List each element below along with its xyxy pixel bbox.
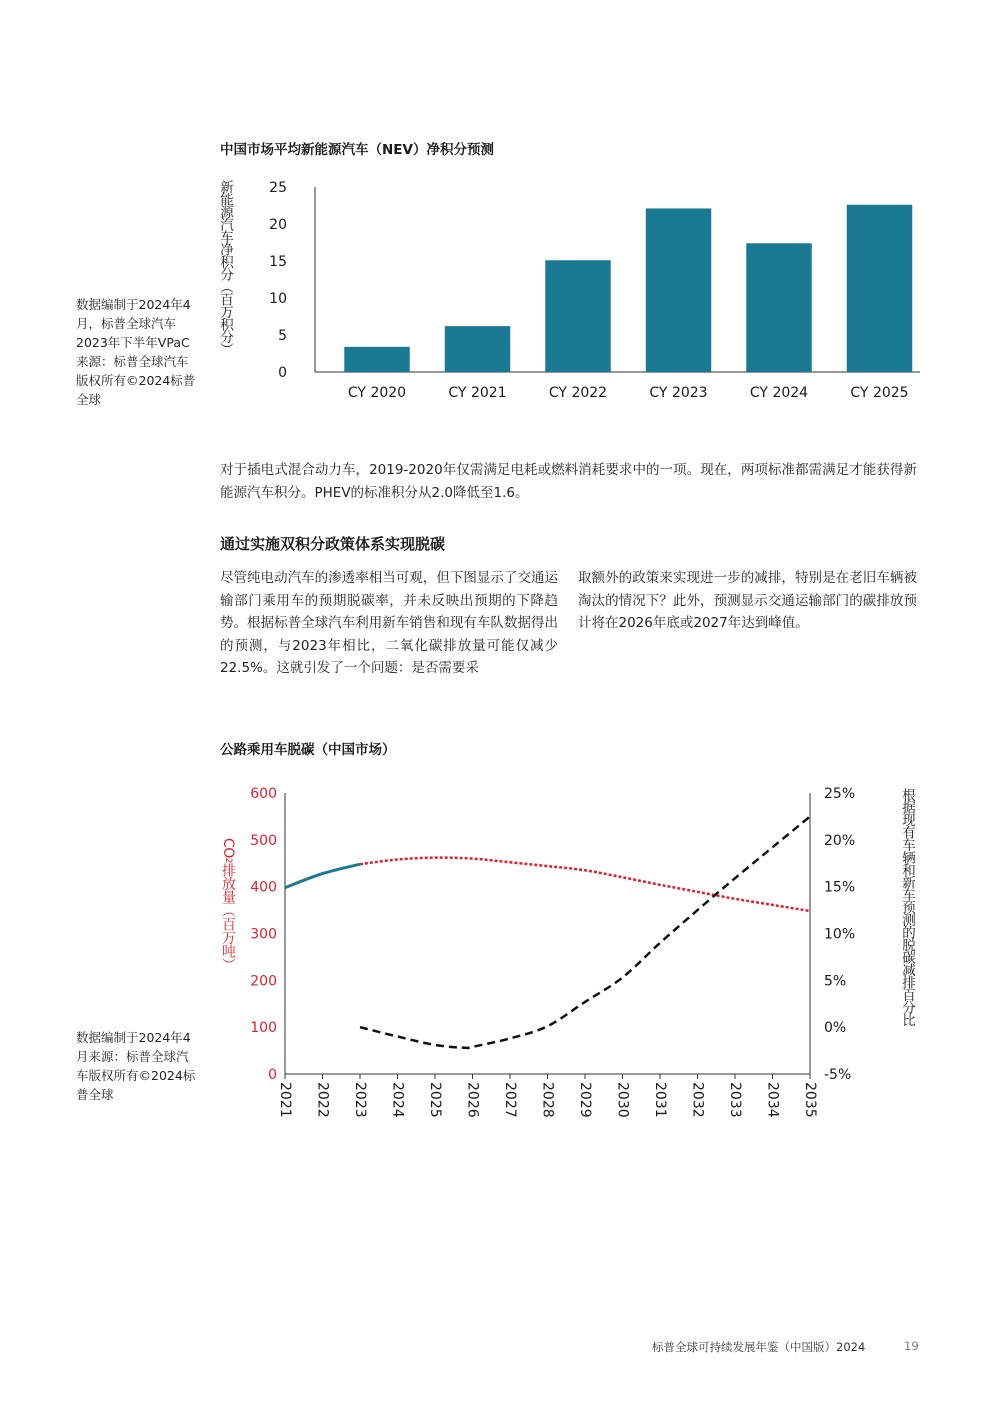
chart2-line-chart xyxy=(240,780,880,1130)
chart2-left-axis-label xyxy=(219,838,237,971)
decarbonization-percent-line xyxy=(360,816,810,1048)
chart1-bar-chart xyxy=(250,175,930,410)
co2-label-rest: 排放量（百万吨） xyxy=(220,863,236,972)
left-tick-label: 400 xyxy=(250,879,277,896)
chart2-source-note: 数据编制于2024年4月来源：标普全球汽车版权所有©2024标普全球 xyxy=(76,1030,196,1102)
bar-cy-2025 xyxy=(847,205,912,372)
right-tick-label: 0% xyxy=(824,1020,847,1037)
x-tick-label: CY 2025 xyxy=(850,385,909,401)
right-tick-label: 20% xyxy=(824,832,856,849)
y-tick-label: 10 xyxy=(269,291,287,307)
x-tick-label: 2021 xyxy=(277,1082,293,1118)
left-tick-label: 600 xyxy=(250,786,277,802)
chart1-title: 中国市场平均新能源汽车（NEV）净积分预测 xyxy=(220,142,494,158)
x-tick-label: 2023 xyxy=(352,1082,368,1118)
page-number: 19 xyxy=(904,1339,919,1353)
emissions-history-line xyxy=(285,864,360,887)
x-tick-label: CY 2022 xyxy=(548,385,608,401)
chart2-title: 公路乘用车脱碳（中国市场） xyxy=(220,742,396,758)
right-tick-label: 5% xyxy=(824,973,847,990)
x-tick-label: 2035 xyxy=(802,1082,818,1118)
left-tick-label: 0 xyxy=(268,1067,277,1083)
paragraph-phev: 对于插电式混合动力车，2019-2020年仅需满足电耗或燃料消耗要求中的一项。现在，两项标准都需满足才能获得新能源汽车积分。PHEV的标准积分从2.0降低至1.6。 xyxy=(220,462,917,501)
bar-cy-2020 xyxy=(344,347,409,372)
x-tick-label: 2024 xyxy=(389,1082,406,1118)
y-tick-label: 5 xyxy=(278,328,287,344)
section-title: 通过实施双积分政策体系实现脱碳 xyxy=(220,535,446,553)
co2-prefix: CO xyxy=(220,838,236,858)
right-tick-label: 25% xyxy=(824,786,856,802)
bar-cy-2024 xyxy=(746,243,811,372)
emissions-forecast-line xyxy=(360,858,810,911)
x-tick-label: 2031 xyxy=(652,1082,668,1118)
left-tick-label: 500 xyxy=(250,832,277,849)
x-tick-label: 2030 xyxy=(614,1082,631,1118)
x-tick-label: 2032 xyxy=(689,1082,706,1118)
y-tick-label: 0 xyxy=(278,365,287,381)
x-tick-label: CY 2023 xyxy=(649,385,708,401)
x-tick-label: 2027 xyxy=(502,1082,518,1118)
x-tick-label: 2033 xyxy=(727,1082,743,1118)
x-tick-label: 2028 xyxy=(539,1082,556,1118)
x-tick-label: 2026 xyxy=(464,1082,481,1118)
bar-cy-2022 xyxy=(545,260,610,372)
bar-cy-2021 xyxy=(445,326,510,372)
left-tick-label: 200 xyxy=(250,973,277,990)
left-tick-label: 300 xyxy=(250,926,277,943)
x-tick-label: CY 2021 xyxy=(448,385,507,401)
bar-cy-2023 xyxy=(646,208,711,372)
paragraph-left-column: 尽管纯电动汽车的渗透率相当可观，但下图显示了交通运输部门乘用车的预期脱碳率，并未反映出预期的下降趋势。根据标普全球汽车利用新车销售和现有车队数据得出的预测，与2023年相比，二氧化碳排放量可能仅减少22.5%。这就引发了一个问题：是否需要采 xyxy=(220,570,558,676)
x-tick-label: 2034 xyxy=(764,1082,781,1118)
y-tick-label: 20 xyxy=(269,217,287,233)
chart1-source-note: 数据编制于2024年4月，标普全球汽车2023年下半年VPaC来源：标普全球汽车版权所有©2024标普全球 xyxy=(76,297,196,407)
y-tick-label: 15 xyxy=(269,254,287,270)
x-tick-label: CY 2020 xyxy=(347,385,407,401)
right-tick-label: -5% xyxy=(824,1067,852,1083)
x-tick-label: CY 2024 xyxy=(749,385,809,401)
co2-subscript: 2 xyxy=(223,857,233,864)
chart1-y-axis-label: 新能源汽车净积分（百万积分） xyxy=(217,180,233,355)
x-tick-label: 2022 xyxy=(314,1082,331,1118)
chart2-right-axis-label: 根据现有车辆和新车预测的脱碳减排百分比 xyxy=(899,788,915,1026)
y-tick-label: 25 xyxy=(269,180,287,196)
left-tick-label: 100 xyxy=(250,1020,277,1037)
x-tick-label: 2025 xyxy=(427,1082,443,1118)
paragraph-right-column: 取额外的政策来实现进一步的减排，特别是在老旧车辆被淘汰的情况下？此外，预测显示交通运输部门的碳排放预计将在2026年底或2027年达到峰值。 xyxy=(578,570,917,631)
x-tick-label: 2029 xyxy=(577,1082,593,1118)
right-tick-label: 15% xyxy=(824,879,856,896)
footer-title: 标普全球可持续发展年鉴（中国版）2024 xyxy=(652,1340,866,1354)
right-tick-label: 10% xyxy=(824,926,856,943)
